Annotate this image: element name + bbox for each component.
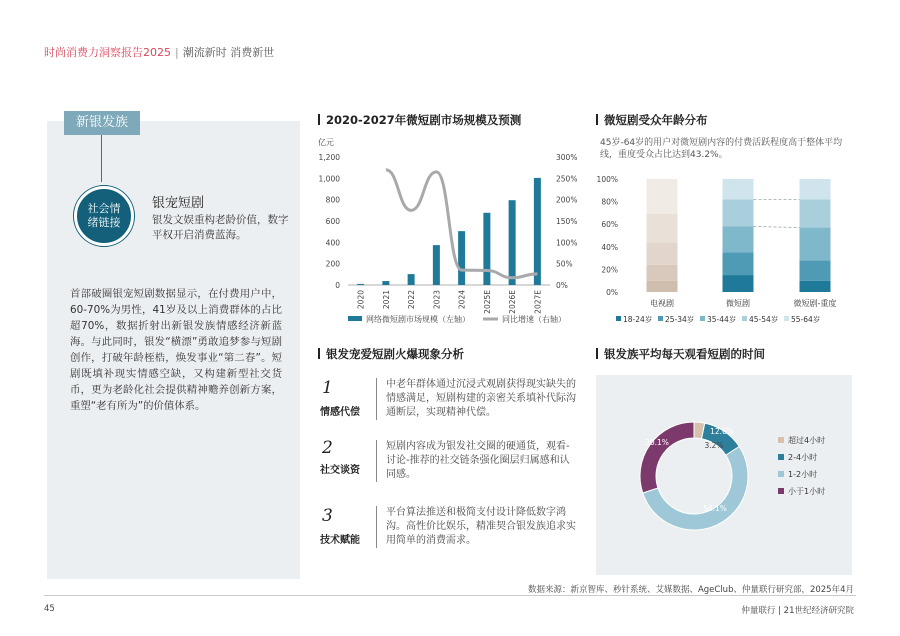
donut-legend-label: 超过4小时 xyxy=(788,436,826,445)
market-size-bar xyxy=(382,281,389,285)
analysis-item-label: 社交谈资 xyxy=(320,465,360,476)
chart2-x-label: 微短剧 xyxy=(726,299,750,308)
donut-value-label: 3.2% xyxy=(704,441,724,450)
header-separator: | xyxy=(175,46,179,59)
donut-value-label: 12.6% xyxy=(710,427,734,436)
chart1-left-unit: 亿元 xyxy=(318,138,334,147)
legend-line-label: 同比增速（右轴） xyxy=(502,315,566,324)
age-stack-segment xyxy=(647,281,678,292)
footer-divider xyxy=(44,595,856,596)
analysis-item-2 xyxy=(318,438,580,498)
watch-time-donut xyxy=(596,375,852,575)
theme-description: 银发文娱重构老龄价值，数字平权开启消费蓝海。 xyxy=(152,214,289,241)
chart1-left-tick: 1,200 xyxy=(318,153,340,162)
donut-legend-label: 2-4小时 xyxy=(788,453,818,462)
chart2-y-tick: 100% xyxy=(596,175,618,184)
age-stack-segment xyxy=(723,226,754,252)
chart2-legend-swatch xyxy=(742,316,747,321)
donut-legend-swatch xyxy=(778,471,784,477)
analysis-item-label: 情感代偿 xyxy=(320,407,360,418)
market-size-chart xyxy=(318,136,580,332)
chart1-left-tick: 400 xyxy=(325,238,340,248)
left-body-text: 首部破圈银宠短剧数据显示，在付费用户中，60-70%为男性，41岁及以上消费群体的占比超70%，数据折射出新银发族情感经济新蓝海。与此同时，银发“横漂”勇敢追梦参与短剧创作，打破年龄桎梏，焕发事业“第二春”。短剧既填补现实情感空缺，又构建新型社交货币，更为老龄化社会提供精神赡养创新方案，重塑“老有所为”的价值体系。 xyxy=(70,288,282,412)
report-subtitle: 潮流新时 消费新世 xyxy=(182,46,275,59)
connector-line xyxy=(101,135,102,182)
chart3-title: 银发宠爱短剧火爆现象分析 xyxy=(318,346,464,362)
chart1-right-tick: 200% xyxy=(556,195,578,205)
age-stack-segment xyxy=(800,281,831,292)
chart2-legend-label: 18-24岁 xyxy=(623,315,653,324)
comparison-dashed-line xyxy=(754,226,800,227)
chart1-left-tick: 600 xyxy=(325,217,340,226)
chart1-x-label: 2023 xyxy=(432,290,442,310)
chart2-y-tick: 40% xyxy=(601,242,618,252)
chart1-x-label: 2026E xyxy=(508,290,518,314)
chart1-left-tick: 1,000 xyxy=(318,174,340,184)
chart1-x-label: 2024 xyxy=(457,290,467,310)
age-stack-segment xyxy=(723,252,754,275)
page-header xyxy=(44,44,274,60)
chart2-title: 微短剧受众年龄分布 xyxy=(596,112,708,128)
age-stack-segment xyxy=(647,179,678,214)
analysis-item-3 xyxy=(318,506,580,566)
age-stack-segment xyxy=(723,199,754,226)
market-size-bar xyxy=(509,200,516,285)
donut-legend-swatch xyxy=(778,437,784,443)
analysis-item-number: 3 xyxy=(322,506,333,526)
chart2-legend-swatch xyxy=(700,316,705,321)
chart1-x-label: 2025E xyxy=(482,290,492,314)
chart2-legend-label: 55-64岁 xyxy=(791,315,821,324)
report-title: 时尚消费力洞察报告2025 xyxy=(44,46,171,59)
theme-title: 银宠短剧 xyxy=(152,196,205,211)
analysis-item-text: 短剧内容成为银发社交圈的硬通货，观看-讨论-推荐的社交链条强化圈层归属感和认同感。 xyxy=(376,440,578,482)
section-tag: 新银发族 xyxy=(64,111,140,135)
market-size-bar xyxy=(357,284,364,285)
chart1-x-label: 2027E xyxy=(533,290,543,314)
age-distribution-chart xyxy=(596,172,860,332)
chart2-legend-label: 25-34岁 xyxy=(665,315,695,324)
market-size-bar xyxy=(433,245,440,285)
donut-legend-label: 1-2小时 xyxy=(788,470,818,479)
market-size-bar xyxy=(483,213,490,285)
donut-legend-label: 小于1小时 xyxy=(788,487,826,496)
legend-bar-label: 网络微短剧市场规模（左轴） xyxy=(366,315,470,324)
footer-publisher: 仲量联行 | 21世纪经济研究院 xyxy=(741,606,854,616)
chart2-legend-label: 35-44岁 xyxy=(707,315,737,324)
chart2-x-label: 电视剧 xyxy=(650,299,674,308)
chart2-legend-label: 45-54岁 xyxy=(749,315,779,324)
age-stack-segment xyxy=(723,179,754,199)
chart2-y-tick: 20% xyxy=(601,265,618,275)
chart1-x-label: 2021 xyxy=(381,290,391,310)
age-stack-segment xyxy=(647,242,678,265)
chart2-y-tick: 80% xyxy=(601,197,618,207)
chart1-right-tick: 150% xyxy=(556,217,578,226)
chart1-title: 2020-2027年微短剧市场规模及预测 xyxy=(318,112,521,128)
theme-circle xyxy=(74,186,134,246)
page-number: 45 xyxy=(44,604,55,614)
donut-value-label: 30.1% xyxy=(645,438,669,447)
age-stack-segment xyxy=(800,260,831,280)
analysis-item-label: 技术赋能 xyxy=(320,535,360,546)
chart1-right-tick: 0% xyxy=(556,281,568,290)
theme-circle-label: 社会情绪链接 xyxy=(87,202,121,229)
donut-legend-swatch xyxy=(778,488,784,494)
chart2-note: 45岁-64岁的用户对微短剧内容的付费活跃程度高于整体平均线，重度受众占比达到43.2%。 xyxy=(600,138,843,160)
chart1-x-label: 2020 xyxy=(356,290,366,310)
age-stack-segment xyxy=(800,228,831,261)
market-size-bar xyxy=(408,274,415,285)
age-stack-segment xyxy=(800,199,831,227)
chart2-y-tick: 0% xyxy=(606,288,618,297)
chart2-legend-swatch xyxy=(616,316,621,321)
analysis-item-text: 平台算法推送和极简支付设计降低数字鸿沟。高性价比娱乐，精准契合银发族追求实用简单的消费需求。 xyxy=(376,506,578,548)
analysis-item-number: 2 xyxy=(322,438,333,458)
market-size-bar xyxy=(458,231,465,285)
chart2-y-tick: 60% xyxy=(601,220,618,230)
legend-bar-swatch xyxy=(348,316,362,321)
age-stack-segment xyxy=(800,179,831,199)
chart1-left-tick: 200 xyxy=(325,259,340,269)
chart4-title: 银发族平均每天观看短剧的时间 xyxy=(596,346,765,362)
chart1-right-tick: 250% xyxy=(556,174,578,184)
chart2-legend-swatch xyxy=(658,316,663,321)
donut-slice xyxy=(640,422,694,493)
data-source: 数据来源：新京智库、秒针系统、艾媒数据、AgeClub、仲量联行研究部，2025年4月 xyxy=(527,585,854,595)
chart2-legend-swatch xyxy=(784,316,789,321)
age-stack-segment xyxy=(647,214,678,242)
chart1-right-tick: 300% xyxy=(556,153,578,162)
analysis-item-number: 1 xyxy=(322,378,333,398)
donut-legend-swatch xyxy=(778,454,784,460)
analysis-item-text: 中老年群体通过沉浸式观剧获得现实缺失的情感满足，短剧构建的亲密关系填补代际沟通断层，实现精神代偿。 xyxy=(376,378,578,420)
chart1-left-tick: 0 xyxy=(335,281,340,290)
market-size-bar xyxy=(534,178,541,285)
chart2-x-label: 微短剧-重度 xyxy=(793,299,837,308)
chart1-x-label: 2022 xyxy=(407,290,417,310)
donut-value-label: 54.1% xyxy=(703,504,727,513)
chart1-left-tick: 800 xyxy=(325,195,340,205)
chart1-right-tick: 50% xyxy=(556,259,573,269)
age-stack-segment xyxy=(647,265,678,281)
analysis-item-1 xyxy=(318,378,580,438)
chart1-right-tick: 100% xyxy=(556,238,578,248)
age-stack-segment xyxy=(723,275,754,292)
